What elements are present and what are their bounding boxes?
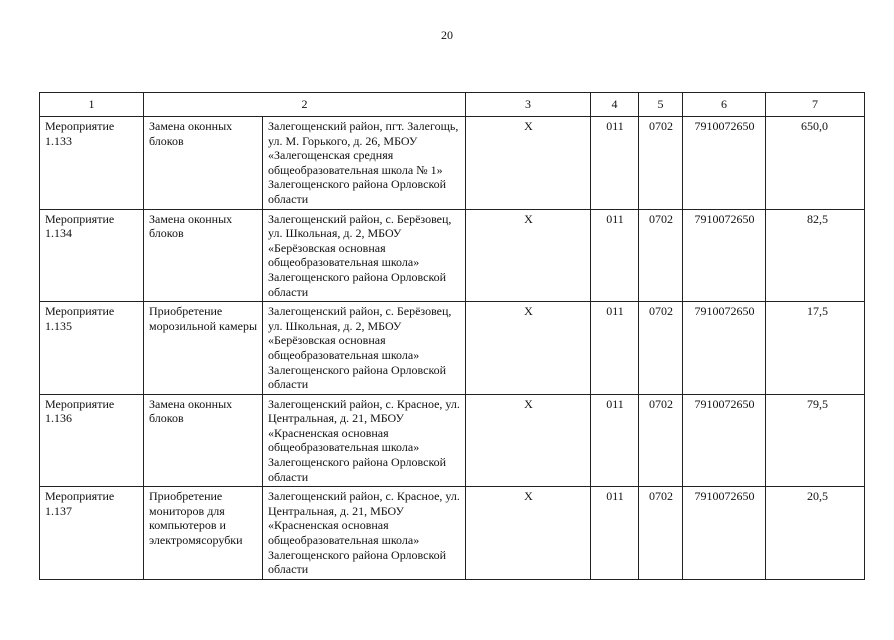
col5-cell: 0702 — [639, 209, 683, 302]
address-cell: Залегощенский район, пгт. Залегощь, ул. М. Горького, д. 26, МБОУ «Залегощенская средняя общеобразовательная школа № 1» Залегощенского района Орловской области — [263, 117, 466, 210]
table-row — [40, 302, 865, 395]
col3-cell: Х — [466, 394, 591, 487]
address-cell: Залегощенский район, с. Берёзовец, ул. Школьная, д. 2, МБОУ «Берёзовская основная общеобразовательная школа» Залегощенского района Орловской области — [263, 302, 466, 395]
table-row — [40, 487, 865, 580]
amount-cell: 650,0 — [766, 117, 865, 210]
budget-table — [39, 92, 865, 580]
col6-cell: 7910072650 — [683, 209, 766, 302]
header-cell-5: 5 — [639, 93, 683, 117]
address-cell: Залегощенский район, с. Красное, ул. Центральная, д. 21, МБОУ «Красненская основная общеобразовательная школа» Залегощенского района Орловской области — [263, 394, 466, 487]
description-cell: Приобретение морозильной камеры — [144, 302, 263, 395]
table-row — [40, 117, 865, 210]
col6-cell: 7910072650 — [683, 302, 766, 395]
event-cell: Мероприятие 1.137 — [40, 487, 144, 580]
col5-cell: 0702 — [639, 302, 683, 395]
table-row — [40, 394, 865, 487]
col3-cell: Х — [466, 302, 591, 395]
col4-cell: 011 — [591, 394, 639, 487]
address-cell: Залегощенский район, с. Красное, ул. Центральная, д. 21, МБОУ «Красненская основная общеобразовательная школа» Залегощенского района Орловской области — [263, 487, 466, 580]
amount-cell: 17,5 — [766, 302, 865, 395]
description-cell: Замена оконных блоков — [144, 117, 263, 210]
col6-cell: 7910072650 — [683, 394, 766, 487]
description-cell: Замена оконных блоков — [144, 394, 263, 487]
header-cell-4: 4 — [591, 93, 639, 117]
col3-cell: Х — [466, 487, 591, 580]
col5-cell: 0702 — [639, 394, 683, 487]
col5-cell: 0702 — [639, 117, 683, 210]
col4-cell: 011 — [591, 209, 639, 302]
event-cell: Мероприятие 1.133 — [40, 117, 144, 210]
col4-cell: 011 — [591, 487, 639, 580]
header-cell-1: 1 — [40, 93, 144, 117]
col6-cell: 7910072650 — [683, 487, 766, 580]
col6-cell: 7910072650 — [683, 117, 766, 210]
header-cell-2: 2 — [144, 93, 466, 117]
event-cell: Мероприятие 1.136 — [40, 394, 144, 487]
page-number: 20 — [441, 28, 453, 42]
header-cell-3: 3 — [466, 93, 591, 117]
description-cell: Замена оконных блоков — [144, 209, 263, 302]
header-cell-6: 6 — [683, 93, 766, 117]
event-cell: Мероприятие 1.134 — [40, 209, 144, 302]
event-cell: Мероприятие 1.135 — [40, 302, 144, 395]
col3-cell: Х — [466, 117, 591, 210]
address-cell: Залегощенский район, с. Берёзовец, ул. Школьная, д. 2, МБОУ «Берёзовская основная общеобразовательная школа» Залегощенского района Орловской области — [263, 209, 466, 302]
amount-cell: 79,5 — [766, 394, 865, 487]
header-row — [40, 93, 865, 117]
col5-cell: 0702 — [639, 487, 683, 580]
header-cell-7: 7 — [766, 93, 865, 117]
col3-cell: Х — [466, 209, 591, 302]
table-row — [40, 209, 865, 302]
amount-cell: 82,5 — [766, 209, 865, 302]
col4-cell: 011 — [591, 117, 639, 210]
amount-cell: 20,5 — [766, 487, 865, 580]
description-cell: Приобретение мониторов для компьютеров и электромясорубки — [144, 487, 263, 580]
col4-cell: 011 — [591, 302, 639, 395]
